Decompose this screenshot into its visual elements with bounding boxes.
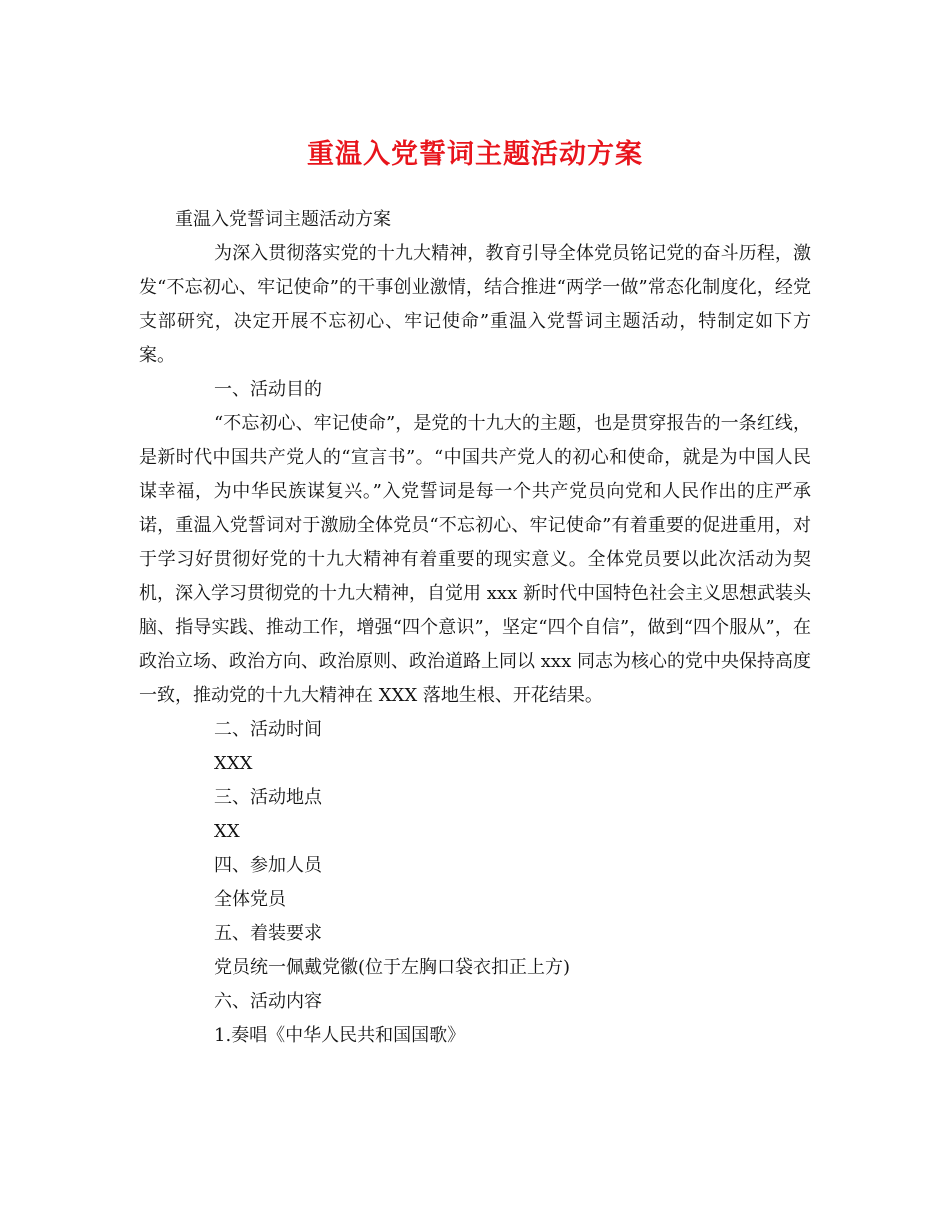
section-6-heading: 六、活动内容	[214, 991, 322, 1012]
section-3-body: XX	[214, 821, 240, 842]
section-3-heading: 三、活动地点	[214, 787, 322, 808]
section-4-heading: 四、参加人员	[214, 855, 322, 876]
section-2-body: XXX	[214, 753, 253, 774]
section-4-body: 全体党员	[214, 889, 286, 910]
document-subtitle: 重温入党誓词主题活动方案	[175, 209, 391, 230]
document-title: 重温入党誓词主题活动方案	[307, 139, 643, 170]
section-5-body: 党员统一佩戴党徽(位于左胸口袋衣扣正上方)	[214, 957, 571, 978]
section-6-item-1: 1.奏唱《中华人民共和国国歌》	[214, 1025, 466, 1046]
section-1-body: “不忘初心、牢记使命”，是党的十九大的主题，也是贯穿报告的一条红线，是新时代中国共产党人的“宣言书”。“中国共产党人的初心和使命，就是为中国人民谋幸福，为中华民族谋复兴。”入党誓词是每一个共产党员向党和人民作出的庄严承诺，重温入党誓词对于激励全体党员“不忘初心、牢记使命”有着重要的促进重用，对于学习好贯彻好党的十九大精神有着重要的现实意义。全体党员要以此次活动为契机，深入学习贯彻党的十九大精神，自觉用 xxx 新时代中国特色社会主义思想武装头脑、指导实践、推动工作，增强“四个意识”，坚定“四个自信”，做到“四个服从”，在政治立场、政治方向、政治原则、政治道路上同以 xxx 同志为核心的党中央保持高度一致，推动党的十九大精神在 XXX 落地生根、开花结果。	[139, 413, 811, 706]
document-body	[139, 203, 811, 1053]
section-5-heading: 五、着装要求	[214, 923, 322, 944]
section-1-heading: 一、活动目的	[214, 379, 322, 400]
section-2-heading: 二、活动时间	[214, 719, 322, 740]
intro-paragraph: 为深入贯彻落实党的十九大精神，教育引导全体党员铭记党的奋斗历程，激发“不忘初心、牢记使命”的干事创业激情，结合推进“两学一做”常态化制度化，经党支部研究，决定开展不忘初心、牢记使命”重温入党誓词主题活动，特制定如下方案。	[139, 243, 811, 366]
